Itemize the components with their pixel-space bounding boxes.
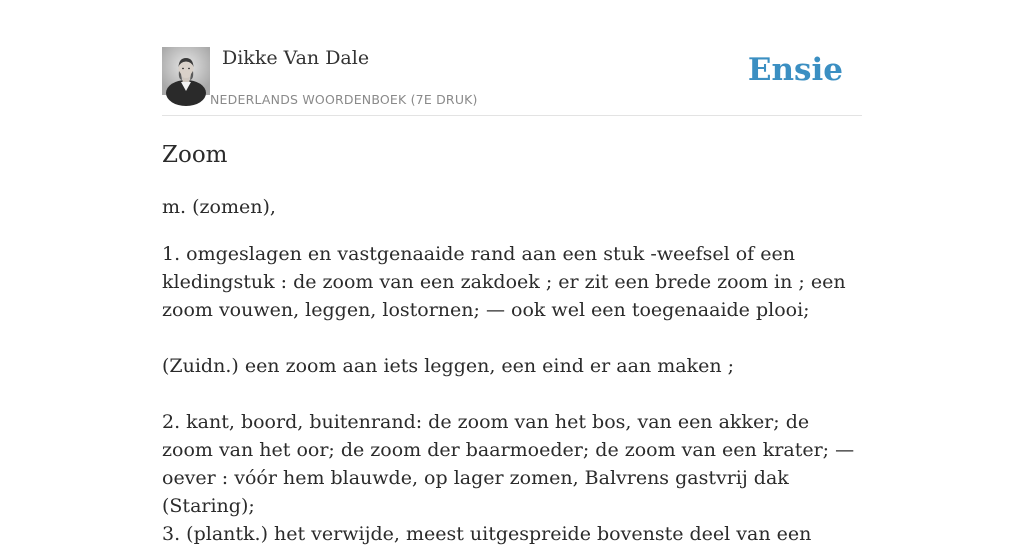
paragraph-gap bbox=[162, 324, 862, 352]
portrait-photo-icon bbox=[162, 47, 210, 95]
author-name[interactable]: Dikke Van Dale bbox=[222, 47, 370, 69]
definition-1-note: (Zuidn.) een zoom aan iets leggen, een eind er aan maken ; bbox=[162, 355, 735, 377]
header bbox=[162, 0, 862, 116]
page-container bbox=[162, 0, 862, 548]
definition-2: 2. kant, boord, buitenrand: de zoom van het bos, van een akker; de zoom van het oor; de zoom der baarmoeder; de zoom van een krater; — oever : vóór hem blauwde, op lager zomen, Balvrens gastvrij dak (Staring); bbox=[162, 411, 855, 517]
brand-logo[interactable]: Ensie bbox=[747, 52, 843, 88]
dictionary-name[interactable]: NEDERLANDS WOORDENBOEK (7E DRUK) bbox=[210, 92, 478, 107]
page-title: Zoom bbox=[162, 142, 228, 168]
avatar[interactable] bbox=[162, 47, 210, 95]
entry-body bbox=[162, 193, 862, 548]
paragraph-gap bbox=[162, 380, 862, 408]
grammar-info: m. (zomen), bbox=[162, 196, 276, 218]
definition-1: 1. omgeslagen en vastgenaaide rand aan een stuk -weefsel of een kledingstuk : de zoom van een zakdoek ; er zit een brede zoom in ; een zoom vouwen, leggen, lostornen; — ook wel een toegenaaide plooi; bbox=[162, 243, 846, 321]
definition-3: 3. (plantk.) het verwijde, meest uitgespreide bovenste deel van een bbox=[162, 523, 812, 545]
